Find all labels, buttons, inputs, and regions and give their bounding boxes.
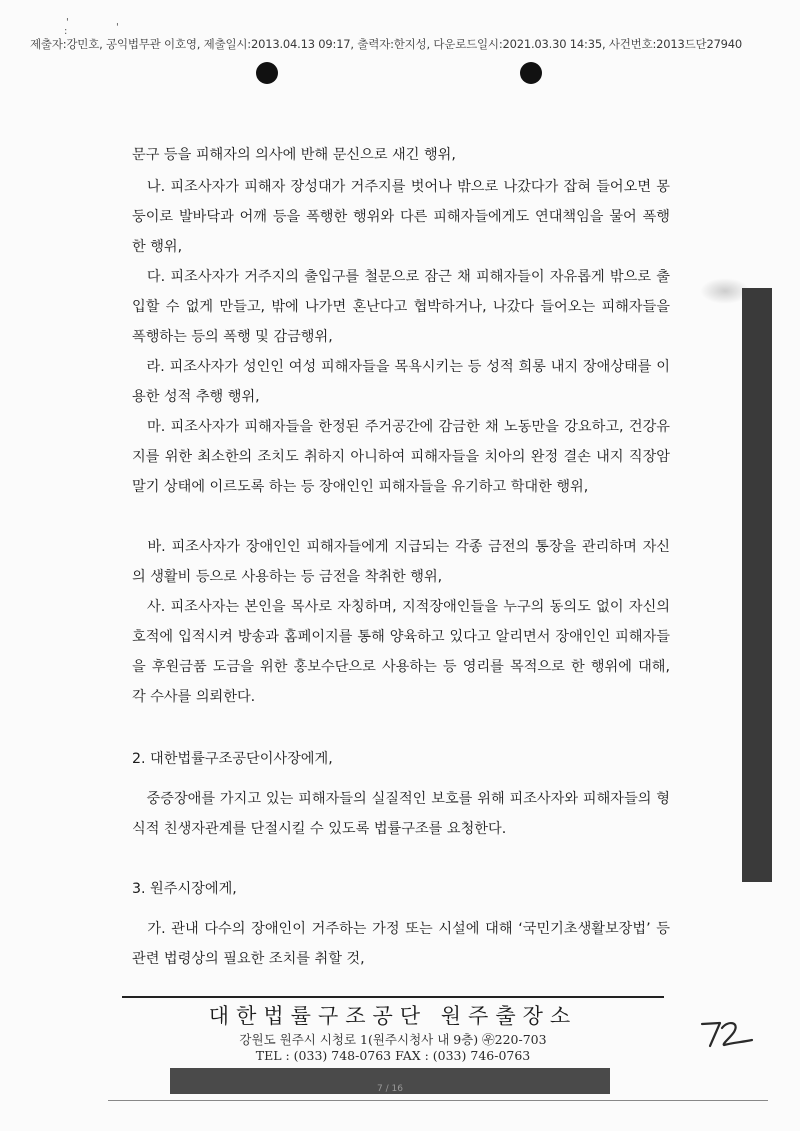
punch-hole-right bbox=[520, 62, 542, 84]
footer-org-name: 대한법률구조공단 원주출장소 bbox=[208, 1004, 578, 1028]
submission-meta-line: 제출자:강민호, 공익법무관 이호영, 제출일시:2013.04.13 09:17, 출력자:한지성, 다운로드일시:2021.03.30 14:35, 사건번호:2013드단27940 bbox=[30, 37, 743, 51]
bottom-rule bbox=[108, 1100, 768, 1101]
paragraph-item-sa: 사. 피조사자는 본인을 목사로 자칭하며, 지적장애인들을 누구의 동의도 없이 자신의 호적에 입적시켜 방송과 홈페이지를 통해 양육하고 있다고 알리면서 장애인인 피해자들을 후원금품 도금을 위한 홍보수단으로 사용하는 등 영리를 목적으로 한 행위에 대해, 각 수사를 의뢰한다. bbox=[132, 599, 670, 705]
footer-rule bbox=[122, 996, 664, 998]
paragraph-continuation: 문구 등을 피해자의 의사에 반해 문신으로 새긴 행위, bbox=[132, 147, 456, 163]
handwritten-page-number bbox=[698, 1016, 758, 1054]
paragraph-item-ga: 가. 관내 다수의 장애인이 거주하는 가정 또는 시설에 대해 ‘국민기초생활보장법’ 등 관련 법령상의 필요한 조치를 취할 것, bbox=[132, 921, 670, 967]
punch-hole-left bbox=[256, 62, 278, 84]
paragraph-item-ra: 라. 피조사자가 성인인 여성 피해자들을 목욕시키는 등 성적 희롱 내지 장애상태를 이용한 성적 추행 행위, bbox=[132, 359, 670, 405]
section-heading-2: 2. 대한법률구조공단이사장에게, bbox=[132, 751, 333, 767]
paragraph-item-ma: 마. 피조사자가 피해자들을 한정된 주거공간에 감금한 채 노동만을 강요하고, 건강유지를 위한 최소한의 조치도 취하지 아니하여 피해자들을 치아의 완정 결손 내지 직장암 말기 상태에 이르도록 하는 등 장애인인 피해자들을 유기하고 학대한 행위, bbox=[132, 419, 670, 495]
footer-contact: TEL : (033) 748-0763 FAX : (033) 746-0763 bbox=[255, 1048, 531, 1063]
scan-mark: ' bbox=[66, 17, 69, 28]
scan-mark: : bbox=[64, 26, 68, 37]
footer-address: 강원도 원주시 시청로 1(원주시청사 내 9층) ㉾220-703 bbox=[239, 1032, 547, 1047]
paragraph-item-da: 다. 피조사자가 거주지의 출입구를 철문으로 잠근 채 피해자들이 자유롭게 밖으로 출입할 수 없게 만들고, 밖에 나가면 혼난다고 협박하거나, 나갔다 들어오는 피해자들을 폭행하는 등의 폭행 및 감금행위, bbox=[132, 269, 670, 345]
scan-edge-bar bbox=[742, 288, 772, 882]
paragraph-item-na: 나. 피조사자가 피해자 장성대가 거주지를 벗어나 밖으로 나갔다가 잡혀 들어오면 몽둥이로 발바닥과 어깨 등을 폭행한 행위와 다른 피해자들에게도 연대책임을 물어 폭행한 행위, bbox=[132, 179, 670, 255]
paragraph-section-2: 중증장애를 가지고 있는 피해자들의 실질적인 보호를 위해 피조사자와 피해자들의 형식적 친생자관계를 단절시킬 수 있도록 법률구조를 요청한다. bbox=[132, 791, 670, 837]
section-heading-3: 3. 원주시장에게, bbox=[132, 881, 237, 897]
scan-mark: ' bbox=[116, 22, 119, 33]
page-number: 7 / 16 bbox=[377, 1084, 403, 1094]
paragraph-item-ba: 바. 피조사자가 장애인인 피해자들에게 지급되는 각종 금전의 통장을 관리하며 자신의 생활비 등으로 사용하는 등 금전을 착취한 행위, bbox=[132, 539, 670, 585]
